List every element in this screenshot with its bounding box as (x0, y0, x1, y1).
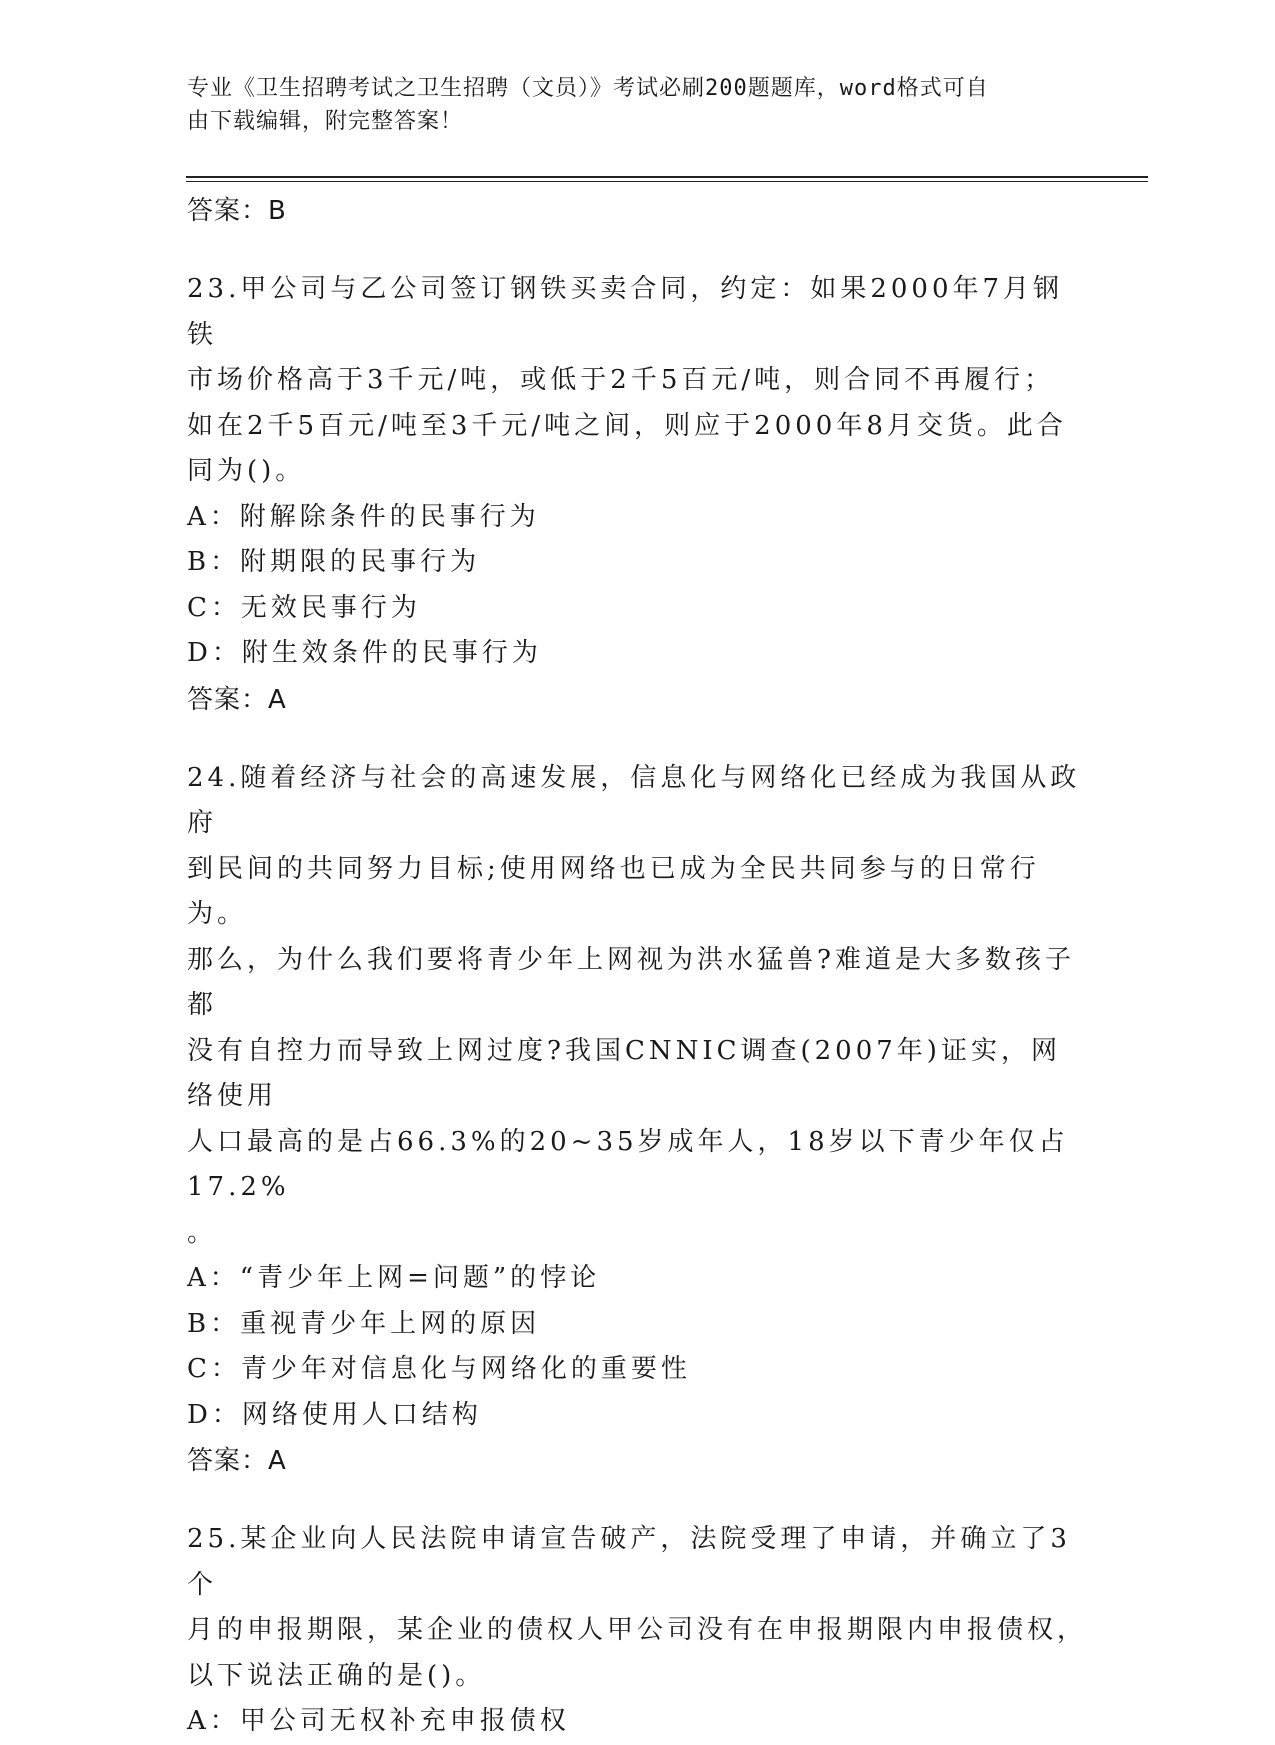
previous-answer: 答案：B (187, 196, 287, 226)
question-answer: 答案：A (187, 1446, 287, 1476)
header-line-2: 由下载编辑，附完整答案！ (187, 109, 464, 134)
option-a: A：“青少年上网=问题”的悖论 (187, 1263, 601, 1293)
header-divider-thin (186, 181, 1148, 182)
question-stem: 市场价格高于3千元/吨，或低于2千5百元/吨，则合同不再履行； (187, 365, 1055, 395)
question-list (187, 188, 1087, 1745)
question-stem: 到民间的共同努力目标;使用网络也已成为全民共同参与的日常行为。 (187, 853, 1040, 929)
option-c: C：青少年对信息化与网络化的重要性 (187, 1354, 691, 1384)
question-24 (187, 756, 1087, 1485)
question-stem: 那么，为什么我们要将青少年上网视为洪水猛兽?难道是大多数孩子都 (187, 944, 1075, 1020)
option-d: D：附生效条件的民事行为 (187, 638, 542, 668)
question-stem: 如在2千5百元/吨至3千元/吨之间，则应于2000年8月交货。此合 (187, 410, 1067, 441)
question-stem: 25.某企业向人民法院申请宣告破产，法院受理了申请，并确立了3个 (187, 1524, 1071, 1600)
question-23 (187, 267, 1087, 723)
option-d: D：网络使用人口结构 (187, 1399, 482, 1430)
option-b: B：重视青少年上网的原因 (187, 1308, 541, 1339)
document-header (187, 72, 1067, 138)
question-stem: 23.甲公司与乙公司签订钢铁买卖合同，约定：如果2000年7月钢铁 (187, 274, 1064, 350)
option-a: A：甲公司无权补充申报债权 (187, 1706, 570, 1736)
question-25 (187, 1517, 1087, 1745)
question-answer: 答案：A (187, 684, 287, 715)
question-stem: 24.随着经济与社会的高速发展，信息化与网络化已经成为我国从政府 (187, 762, 1081, 838)
question-stem: 以下说法正确的是()。 (187, 1660, 486, 1691)
question-stem: 同为()。 (187, 456, 306, 486)
option-b: B：附期限的民事行为 (187, 547, 481, 577)
question-stem: 。 (187, 1217, 218, 1248)
header-line-1: 专业《卫生招聘考试之卫生招聘（文员）》考试必刷200题题库，word格式可自 (187, 76, 989, 101)
header-divider-thick (186, 176, 1148, 178)
question-stem: 人口最高的是占66.3%的20~35岁成年人，18岁以下青少年仅占17.2% (187, 1126, 1069, 1202)
option-a: A：附解除条件的民事行为 (187, 501, 540, 532)
question-stem: 没有自控力而导致上网过度?我国CNNIC调查(2007年)证实，网络使用 (187, 1035, 1061, 1111)
question-stem: 月的申报期限，某企业的债权人甲公司没有在申报期限内申报债权， (187, 1615, 1088, 1645)
option-c: C：无效民事行为 (187, 592, 421, 623)
